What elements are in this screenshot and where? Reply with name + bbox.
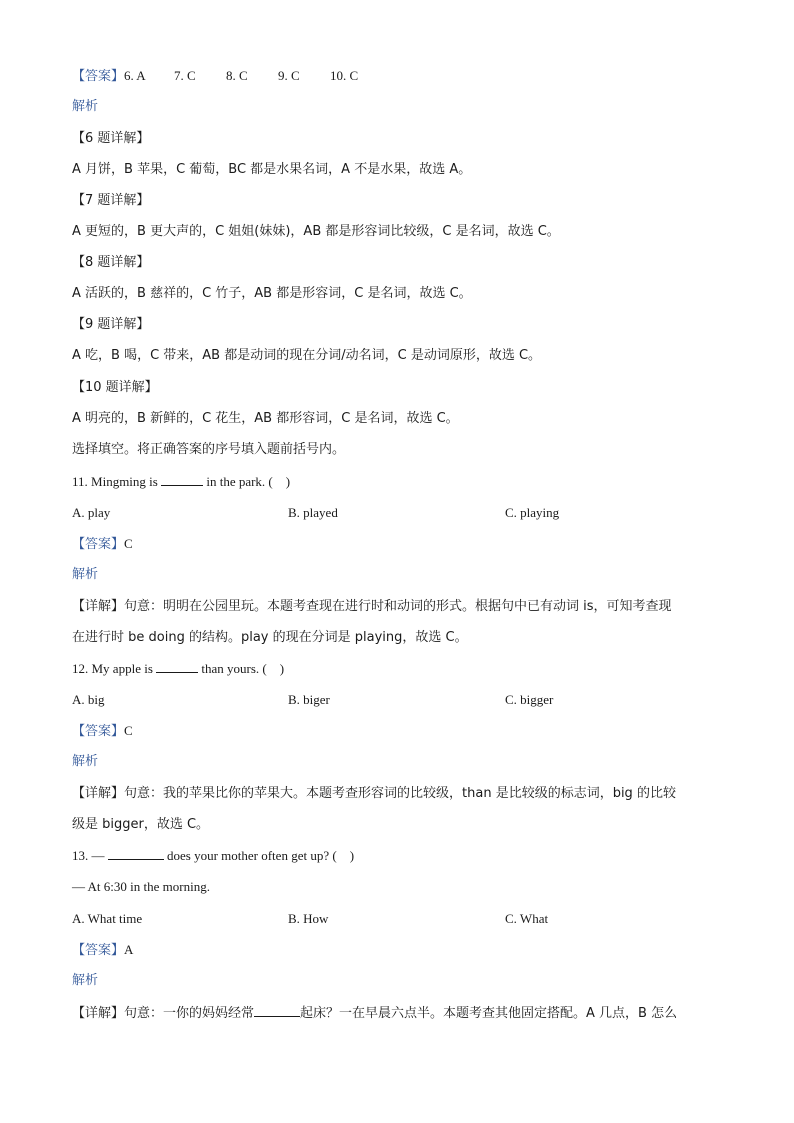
- q11-stem-start: 11. Mingming is: [72, 474, 158, 489]
- section-instruction: 选择填空。将正确答案的序号填入题前括号内。: [72, 442, 346, 457]
- q11-detail-tag: 【详解】: [72, 599, 125, 614]
- question-11-stem: [72, 473, 290, 491]
- q12-analysis-tag: 解析: [72, 754, 99, 769]
- detail-head-6: 【6 题详解】: [72, 131, 150, 146]
- q12-blank: [156, 660, 198, 673]
- q13-option-b: B. How: [288, 911, 329, 926]
- q12-detail-line-1: [72, 785, 676, 803]
- q13-answer: [72, 941, 133, 960]
- q13-detail-text-b: 起床？一在早晨六点半。本题考查其他固定搭配。A 几点，B 怎么: [300, 1006, 678, 1021]
- answer-10: 10. C: [330, 68, 359, 83]
- answer-6: 6. A: [124, 68, 146, 83]
- q13-answer-tag: 【答案】: [72, 943, 125, 958]
- detail-text-9: A 吃，B 喝，C 带来，AB 都是动词的现在分词/动名词，C 是动词原形，故选 C。: [72, 348, 542, 363]
- q11-detail-line-2: 在进行时 be doing 的结构。play 的现在分词是 playing，故选 C。: [72, 630, 468, 645]
- detail-head-7: 【7 题详解】: [72, 193, 150, 208]
- q12-option-c: C. bigger: [505, 692, 554, 707]
- q11-detail-line-1: [72, 598, 672, 616]
- q11-option-b: B. played: [288, 505, 338, 520]
- q11-stem-end: in the park. (: [206, 474, 273, 489]
- q13-stem-start: 13. —: [72, 848, 105, 863]
- detail-text-7: A 更短的，B 更大声的，C 姐姐(妹妹)，AB 都是形容词比较级，C 是名词，故选 C。: [72, 224, 560, 239]
- q11-analysis-tag: 解析: [72, 567, 99, 582]
- q12-stem-end: than yours. (: [201, 661, 267, 676]
- answer-tag: 【答案】: [72, 69, 125, 84]
- q12-detail-tag: 【详解】: [72, 786, 125, 801]
- q13-paren-close: ): [349, 848, 355, 863]
- q13-blank: [108, 847, 164, 860]
- answer-9: 9. C: [278, 68, 300, 83]
- q12-detail-text-1: 句意：我的苹果比你的苹果大。本题考查形容词的比较级，than 是比较级的标志词，big 的比较: [124, 786, 676, 801]
- q12-option-b: B. biger: [288, 692, 330, 707]
- q13-option-c: C. What: [505, 911, 549, 926]
- q12-answer: [72, 722, 133, 741]
- q13-option-a: A. What time: [72, 911, 143, 926]
- answer-line: [72, 67, 358, 86]
- answer-7: 7. C: [174, 68, 196, 83]
- question-12-stem: [72, 660, 284, 678]
- q12-detail-line-2: 级是 bigger，故选 C。: [72, 817, 210, 832]
- detail-head-9: 【9 题详解】: [72, 317, 150, 332]
- detail-head-10: 【10 题详解】: [72, 380, 158, 395]
- analysis-tag: 解析: [72, 99, 99, 114]
- q13-analysis-tag: 解析: [72, 973, 99, 988]
- q11-detail-text-1: 句意：明明在公园里玩。本题考查现在进行时和动词的形式。根据句中已有动词 is，可知考查现: [124, 599, 672, 614]
- q13-detail-tag: 【详解】: [72, 1006, 125, 1021]
- q11-answer: [72, 535, 133, 554]
- q11-blank: [161, 473, 203, 486]
- q12-stem-start: 12. My apple is: [72, 661, 153, 676]
- detail-text-6: A 月饼，B 苹果，C 葡萄，BC 都是水果名词，A 不是水果，故选 A。: [72, 162, 472, 177]
- q13-reply: — At 6:30 in the morning.: [72, 879, 210, 894]
- q13-detail-line-1: [72, 1004, 677, 1023]
- q13-answer-value: A: [124, 942, 134, 957]
- detail-text-8: A 活跃的，B 慈祥的，C 竹子，AB 都是形容词，C 是名词，故选 C。: [72, 286, 472, 301]
- q11-answer-value: C: [124, 536, 133, 551]
- q11-paren-close: ): [285, 474, 291, 489]
- answer-8: 8. C: [226, 68, 248, 83]
- q13-detail-blank: [254, 1004, 300, 1017]
- q11-option-c: C. playing: [505, 505, 560, 520]
- q13-detail-text-a: 句意：一你的妈妈经常: [124, 1006, 255, 1021]
- q11-option-a: A. play: [72, 505, 111, 520]
- q12-option-a: A. big: [72, 692, 105, 707]
- q11-answer-tag: 【答案】: [72, 537, 125, 552]
- detail-head-8: 【8 题详解】: [72, 255, 150, 270]
- detail-text-10: A 明亮的，B 新鲜的，C 花生，AB 都形容词，C 是名词，故选 C。: [72, 411, 459, 426]
- q13-stem-end: does your mother often get up? (: [167, 848, 337, 863]
- q12-answer-value: C: [124, 723, 133, 738]
- q12-paren-close: ): [279, 661, 285, 676]
- question-13-stem: [72, 847, 354, 865]
- q12-answer-tag: 【答案】: [72, 724, 125, 739]
